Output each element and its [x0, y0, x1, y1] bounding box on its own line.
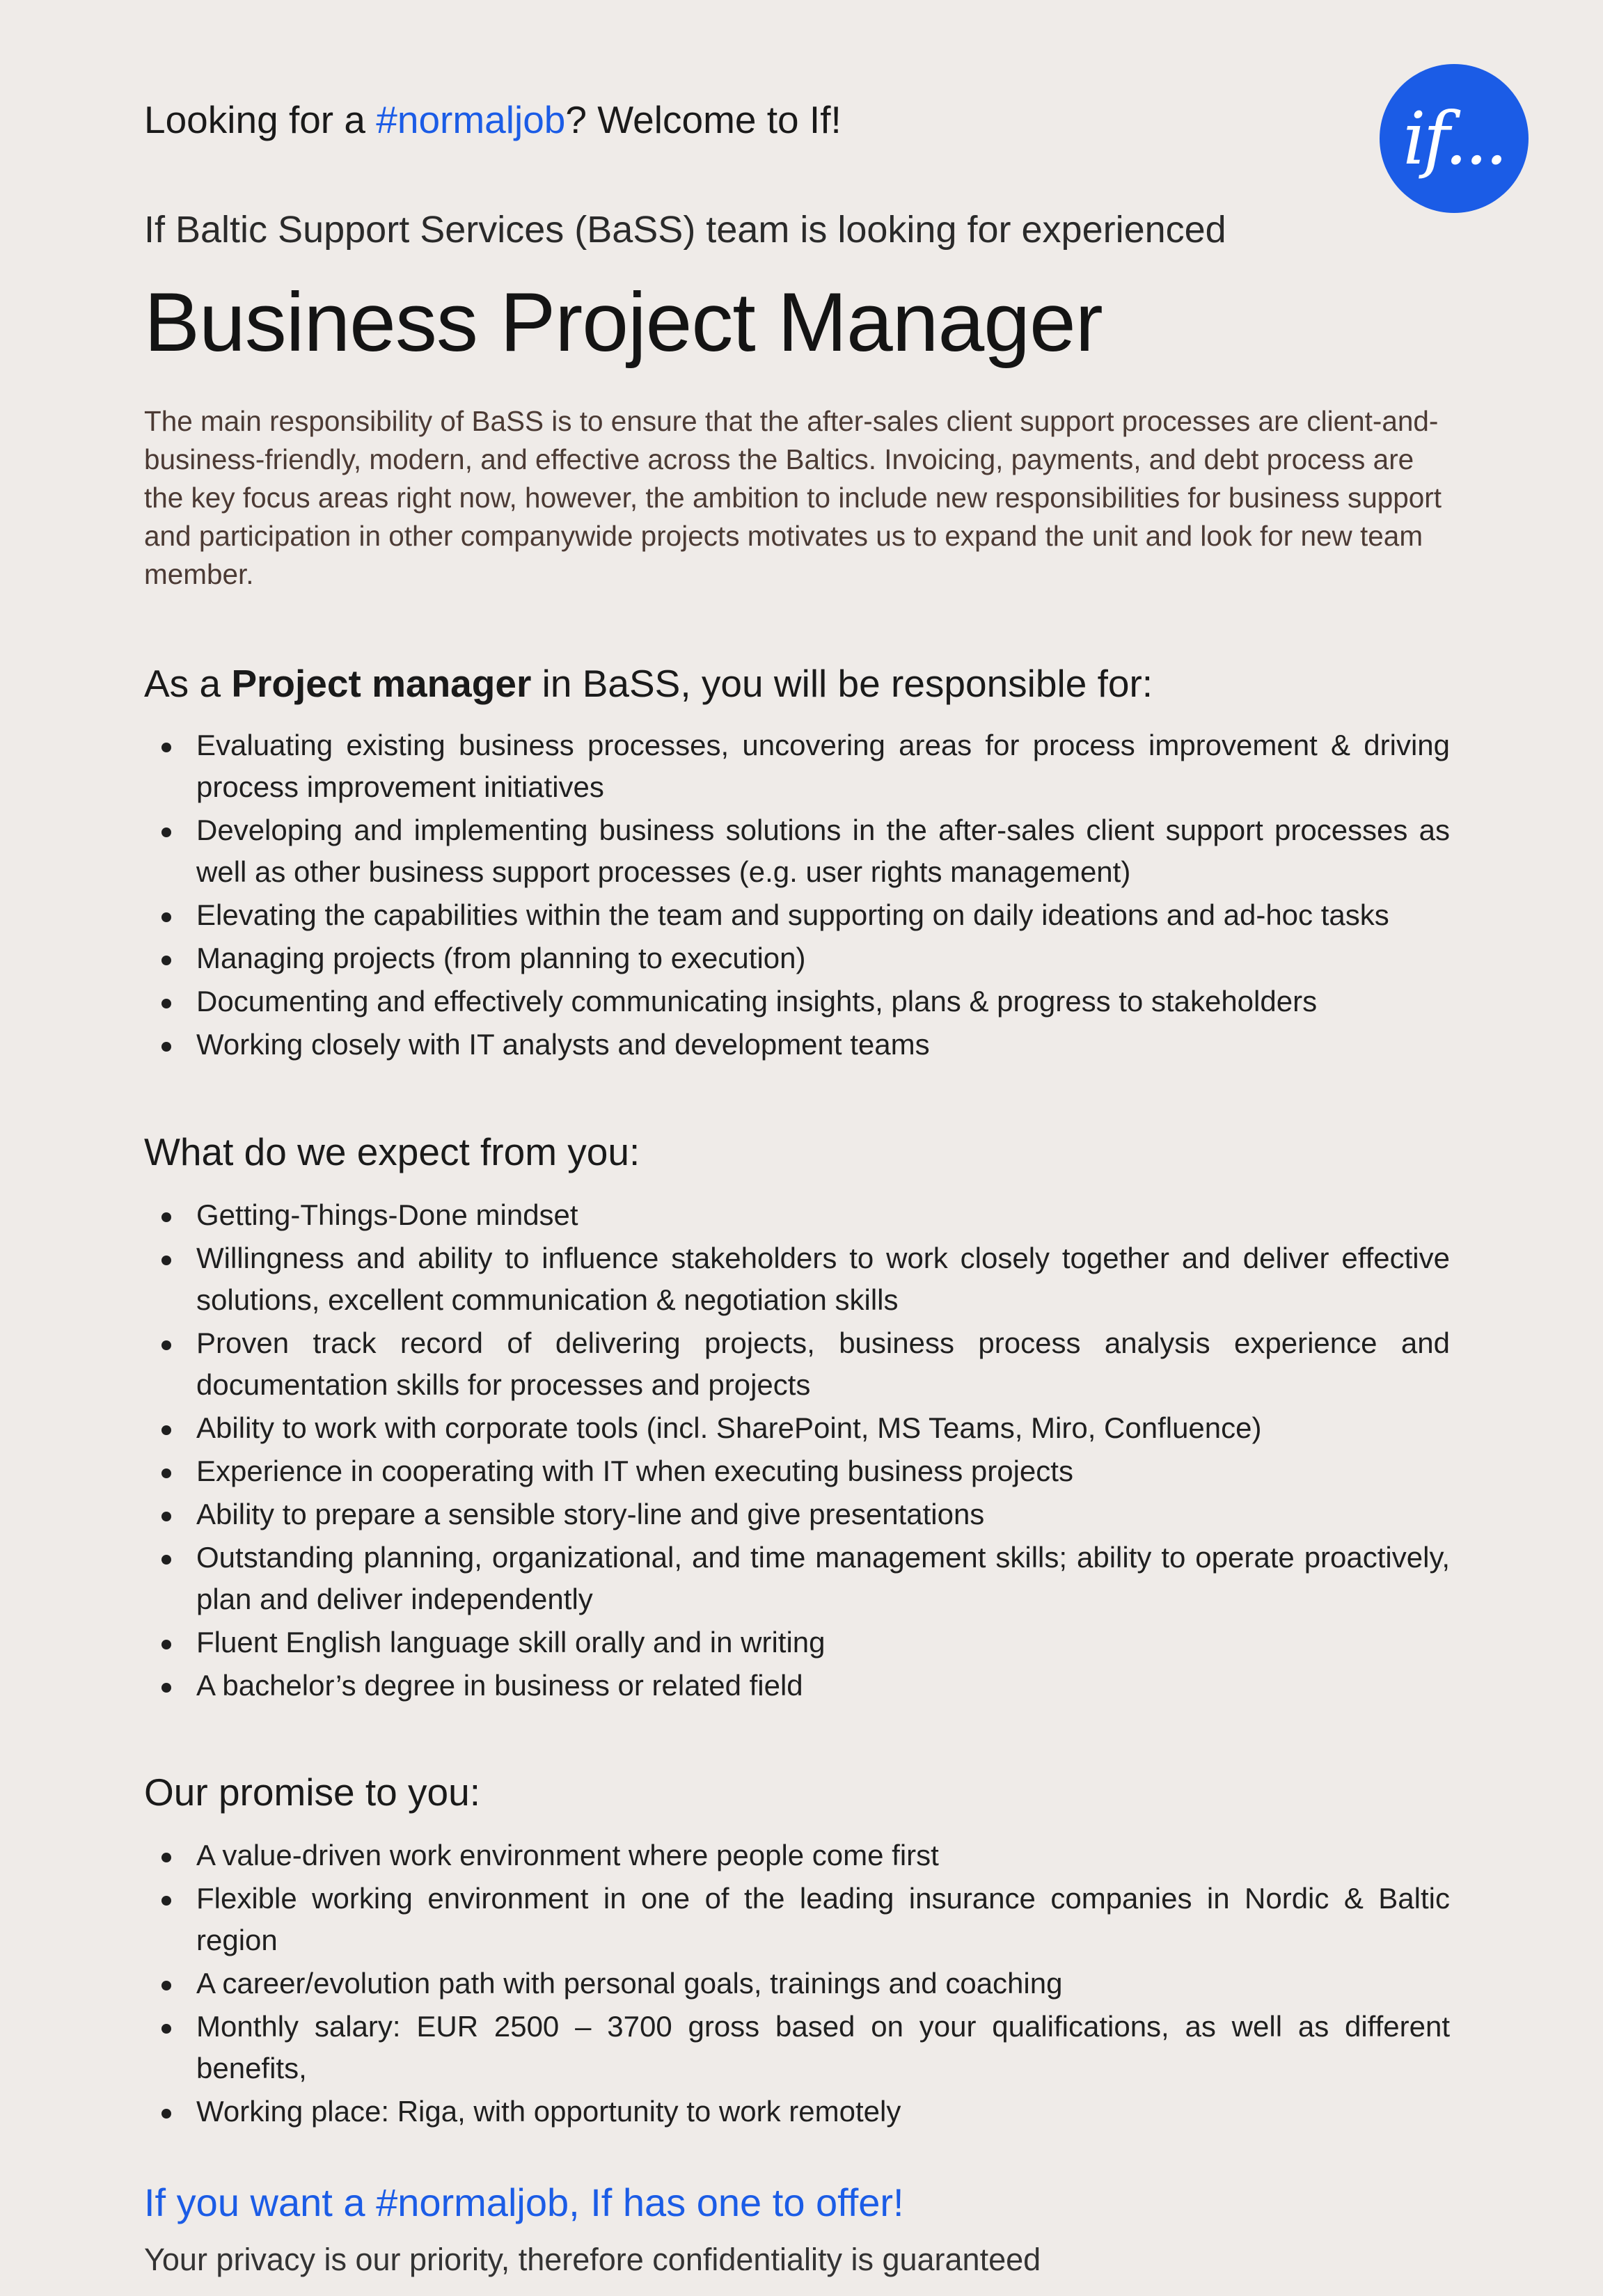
- expectations-list: [144, 1194, 1450, 1708]
- list-item: Monthly salary: EUR 2500 – 3700 gross based on your qualifications, as well as different benefits,: [144, 2006, 1450, 2089]
- privacy-note: Your privacy is our priority, therefore confidentiality is guaranteed: [144, 2242, 1041, 2277]
- job-title: Business Project Manager: [144, 276, 1103, 369]
- list-item: Ability to work with corporate tools (incl. SharePoint, MS Teams, Miro, Confluence): [144, 1407, 1450, 1449]
- responsibilities-heading-before: As a: [144, 662, 232, 705]
- if-logo: [1380, 64, 1529, 213]
- expectations-heading-text: What do we expect from you: [144, 1130, 629, 1173]
- tagline: [144, 92, 842, 148]
- description-paragraph: The main responsibility of BaSS is to ensure that the after-sales client support processes are client-and-business-friendly, modern, and effective across the Baltics. Invoicing, payments, and debt process are the key focus areas right now, however, the ambition to include new responsibilities for business support and participation in other companywide projects motivates us to expand the unit and look for new team member.: [144, 405, 1442, 590]
- responsibilities-heading-after: in BaSS, you will be responsible for:: [531, 662, 1153, 705]
- list-item: Getting-Things-Done mindset: [144, 1194, 1450, 1236]
- list-item: Experience in cooperating with IT when executing business projects: [144, 1450, 1450, 1492]
- list-item: A bachelor’s degree in business or related field: [144, 1665, 1450, 1707]
- list-item: Working closely with IT analysts and development teams: [144, 1024, 1450, 1066]
- list-item: Outstanding planning, organizational, and time management skills; ability to operate proactively, plan and deliver independently: [144, 1537, 1450, 1620]
- list-item: Willingness and ability to influence stakeholders to work closely together and deliver effective solutions, excellent communication & negotiation skills: [144, 1237, 1450, 1321]
- closing-line: If you want a #normaljob, If has one to offer!: [144, 2180, 904, 2224]
- list-item: A value-driven work environment where people come first: [144, 1835, 1450, 1876]
- intro-line: If Baltic Support Services (BaSS) team is looking for experienced: [144, 209, 1226, 251]
- if-logo-text: if...: [1403, 96, 1506, 181]
- responsibilities-list: [144, 725, 1450, 1067]
- expectations-heading-colon: :: [629, 1130, 640, 1173]
- list-item: Fluent English language skill orally and in writing: [144, 1622, 1450, 1663]
- tagline-before: Looking for a: [144, 98, 377, 141]
- expectations-heading: [144, 1124, 640, 1180]
- list-item: Developing and implementing business solutions in the after-sales client support processes as well as other business support processes (e.g. user rights management): [144, 809, 1450, 893]
- tagline-after: ? Welcome to If!: [565, 98, 842, 141]
- promise-heading: Our promise to you:: [144, 1771, 480, 1814]
- list-item: Flexible working environment in one of the leading insurance companies in Nordic & Baltic region: [144, 1878, 1450, 1961]
- responsibilities-heading-bold: Project manager: [231, 662, 532, 705]
- responsibilities-heading: [144, 656, 1153, 711]
- tagline-hashtag: #normaljob: [376, 98, 566, 141]
- list-item: A career/evolution path with personal goals, trainings and coaching: [144, 1963, 1450, 2004]
- list-item: Ability to prepare a sensible story-line and give presentations: [144, 1494, 1450, 1535]
- list-item: Documenting and effectively communicating insights, plans & progress to stakeholders: [144, 981, 1450, 1022]
- list-item: Evaluating existing business processes, uncovering areas for process improvement & driving process improvement initiatives: [144, 725, 1450, 808]
- list-item: Managing projects (from planning to execution): [144, 937, 1450, 979]
- list-item: Working place: Riga, with opportunity to work remotely: [144, 2091, 1450, 2132]
- list-item: Elevating the capabilities within the team and supporting on daily ideations and ad-hoc tasks: [144, 894, 1450, 936]
- list-item: Proven track record of delivering projects, business process analysis experience and documentation skills for processes and projects: [144, 1322, 1450, 1406]
- promise-list: [144, 1835, 1450, 2134]
